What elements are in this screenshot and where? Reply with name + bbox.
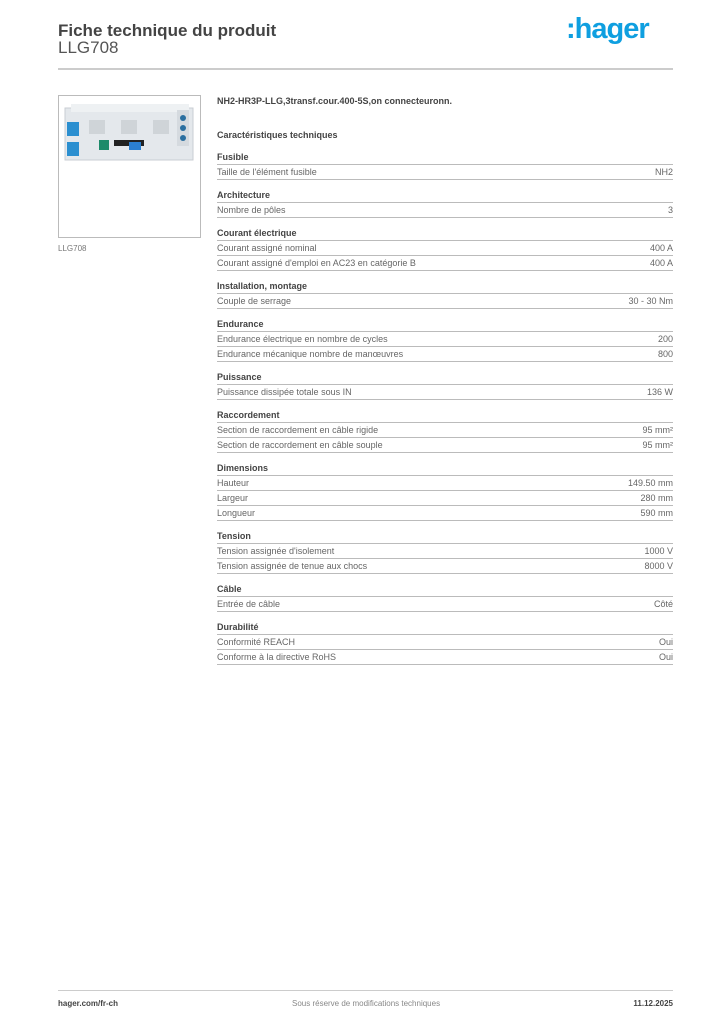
spec-label: Nombre de pôles <box>217 205 286 215</box>
product-description: NH2-HR3P-LLG,3transf.cour.400-5S,on connecteuronn. <box>217 96 453 106</box>
image-caption: LLG708 <box>58 244 87 253</box>
product-image <box>58 95 201 238</box>
spec-value: 400 A <box>649 243 673 253</box>
spec-row <box>217 385 673 400</box>
spec-section <box>217 370 673 400</box>
spec-value: 30 - 30 Nm <box>628 296 673 306</box>
spec-label: Largeur <box>217 493 249 503</box>
spec-sheet <box>217 96 673 665</box>
spec-row <box>217 294 673 309</box>
footer-divider <box>58 990 673 991</box>
footer-disclaimer: Sous réserve de modifications techniques <box>292 999 441 1008</box>
spec-row <box>217 332 673 347</box>
spec-section <box>217 582 673 612</box>
section-title: Durabilité <box>217 620 673 635</box>
spec-label: Taille de l'élément fusible <box>217 167 317 177</box>
spec-row <box>217 423 673 438</box>
spec-value: 95 mm² <box>642 425 673 435</box>
spec-value: Côté <box>653 599 673 609</box>
spec-row <box>217 544 673 559</box>
page-title: Fiche technique du produit <box>58 21 277 40</box>
spec-row <box>217 476 673 491</box>
section-title: Installation, montage <box>217 279 673 294</box>
spec-label: Section de raccordement en câble rigide <box>217 425 379 435</box>
spec-row <box>217 597 673 612</box>
spec-row <box>217 506 673 521</box>
section-title: Tension <box>217 529 673 544</box>
spec-label: Endurance électrique en nombre de cycles <box>217 334 388 344</box>
product-code: LLG708 <box>58 38 119 57</box>
spec-value: Oui <box>658 637 673 647</box>
spec-value: 590 mm <box>640 508 673 518</box>
spec-value: NH2 <box>654 167 673 177</box>
footer-date: 11.12.2025 <box>633 999 673 1008</box>
spec-section <box>217 188 673 218</box>
spec-section <box>217 279 673 309</box>
spec-label: Courant assigné nominal <box>217 243 317 253</box>
section-title: Puissance <box>217 370 673 385</box>
spec-label: Puissance dissipée totale sous IN <box>217 387 352 397</box>
header-divider <box>58 68 673 70</box>
spec-label: Entrée de câble <box>217 599 281 609</box>
spec-label: Courant assigné d'emploi en AC23 en catégorie B <box>217 258 416 268</box>
section-title: Architecture <box>217 188 673 203</box>
spec-label: Couple de serrage <box>217 296 292 306</box>
spec-row <box>217 559 673 574</box>
spec-value: Oui <box>658 652 673 662</box>
spec-label: Hauteur <box>217 478 250 488</box>
spec-section <box>217 226 673 271</box>
footer-website[interactable]: hager.com/fr-ch <box>58 999 119 1008</box>
spec-value: 8000 V <box>644 561 673 571</box>
spec-value: 95 mm² <box>642 440 673 450</box>
section-title: Endurance <box>217 317 673 332</box>
spec-value: 3 <box>667 205 673 215</box>
section-title: Raccordement <box>217 408 673 423</box>
section-title: Dimensions <box>217 461 673 476</box>
spec-value: 1000 V <box>644 546 673 556</box>
spec-section <box>217 150 673 180</box>
spec-row <box>217 347 673 362</box>
spec-value: 149.50 mm <box>627 478 673 488</box>
spec-row <box>217 241 673 256</box>
spec-label: Endurance mécanique nombre de manœuvres <box>217 349 404 359</box>
spec-value: 400 A <box>649 258 673 268</box>
spec-value: 800 <box>657 349 673 359</box>
spec-row <box>217 635 673 650</box>
spec-label: Tension assignée d'isolement <box>217 546 335 556</box>
spec-row <box>217 438 673 453</box>
spec-row <box>217 203 673 218</box>
spec-label: Tension assignée de tenue aux chocs <box>217 561 368 571</box>
spec-label: Section de raccordement en câble souple <box>217 440 383 450</box>
spec-value: 280 mm <box>640 493 673 503</box>
section-title: Fusible <box>217 150 673 165</box>
spec-section <box>217 461 673 521</box>
spec-section <box>217 620 673 665</box>
spec-row <box>217 491 673 506</box>
spec-label: Conformité REACH <box>217 637 296 647</box>
spec-section <box>217 317 673 362</box>
spec-row <box>217 256 673 271</box>
section-title: Courant électrique <box>217 226 673 241</box>
specs-title: Caractéristiques techniques <box>217 130 338 140</box>
hager-logo: :hager <box>566 13 649 45</box>
spec-label: Conforme à la directive RoHS <box>217 652 337 662</box>
spec-section <box>217 408 673 453</box>
spec-row <box>217 165 673 180</box>
spec-section <box>217 529 673 574</box>
section-title: Câble <box>217 582 673 597</box>
spec-value: 136 W <box>646 387 673 397</box>
spec-label: Longueur <box>217 508 256 518</box>
spec-row <box>217 650 673 665</box>
spec-value: 200 <box>657 334 673 344</box>
